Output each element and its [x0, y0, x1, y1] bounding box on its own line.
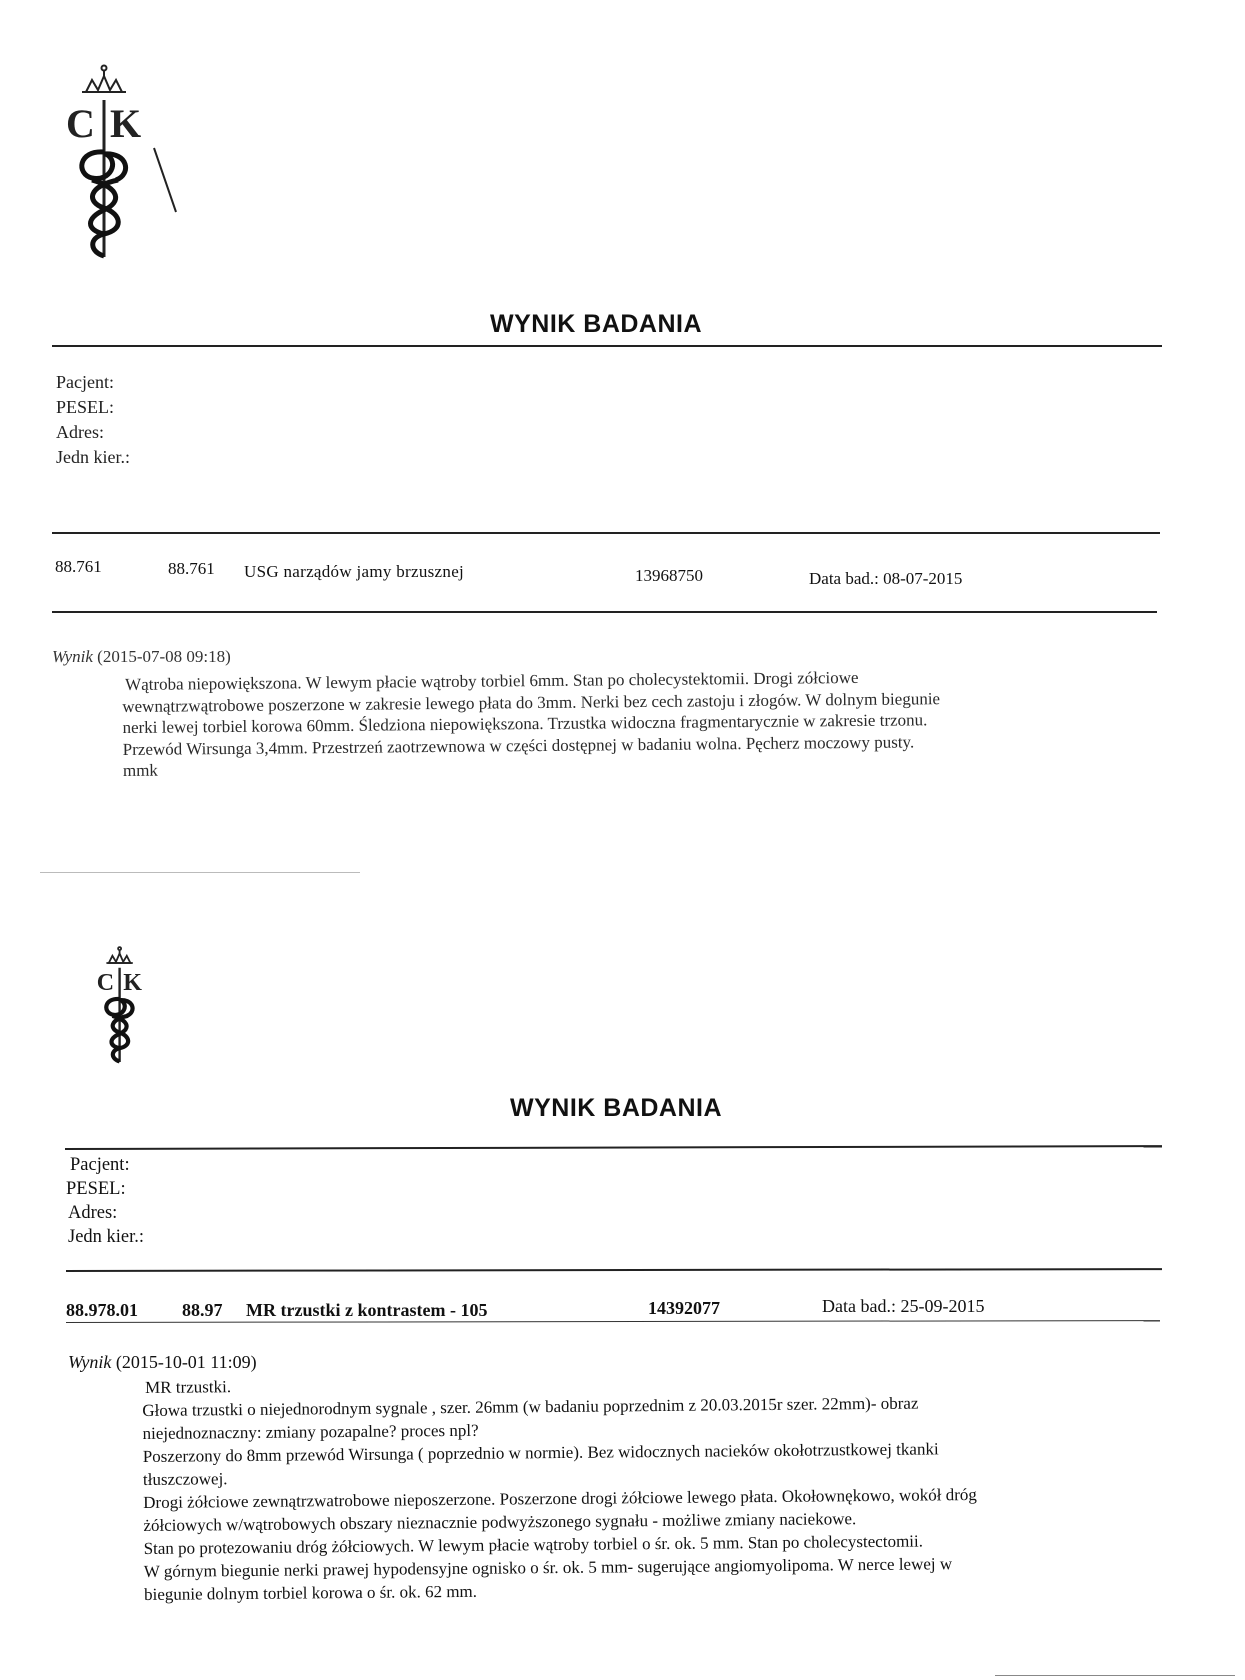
report-title: WYNIK BADANIA [490, 310, 703, 338]
result-line: Stan po protezowaniu dróg żółciowych. W lewym płacie wątroby torbiel o śr. ok. 5 mm. Stan po cholecystectomii. [143, 1531, 924, 1558]
report-title: WYNIK BADANIA [510, 1094, 723, 1122]
result-line: Drogi żółciowe zewnątrzwatrobowe nieposzerzone. Poszerzone drogi żółciowe lewego płata. Okołownękowo, wokół dróg [143, 1484, 977, 1512]
svg-text:K: K [110, 101, 142, 146]
result-time: (2015-07-08 09:18) [97, 647, 231, 666]
result-line: biegunie dolnym torbiel korowa o śr. ok. 62 mm. [144, 1581, 478, 1604]
divider [65, 1145, 1162, 1150]
referring-unit-label: Jedn kier.: [56, 447, 130, 467]
procedure-name: MR trzustki z kontrastem - 105 [246, 1300, 488, 1320]
svg-text:K: K [123, 970, 142, 996]
result-word: Wynik [68, 1352, 112, 1372]
procedure-name: USG narządów jamy brzusznej [244, 562, 465, 581]
patient-labels [66, 1153, 144, 1249]
divider [66, 1268, 1162, 1272]
result-line: MR trzustki. [145, 1377, 232, 1397]
result-header [52, 647, 231, 667]
result-line: żółciowych w/wątrobowych obszary nieznacznie podwyższonego sygnału - możliwe zmiany naciekowe. [143, 1509, 857, 1535]
caduceus-logo-icon [58, 62, 208, 292]
result-line: mmk [122, 760, 158, 781]
divider [66, 1320, 1160, 1323]
order-number: 14392077 [648, 1298, 720, 1318]
result-line: nerki lewej torbiel korowa 60mm. Śledziona niepowiększona. Trzustka widoczna fragmentarycznie w zakresie trzonu. [122, 710, 928, 738]
procedure-code-2: 88.761 [168, 559, 215, 578]
result-line: W górnym biegunie nerki prawej hypodensyjne ognisko o śr. ok. 5 mm- sugerujące angiomyolipoma. W nerce lewej w [143, 1554, 953, 1581]
svg-text:C: C [66, 101, 95, 146]
divider [52, 532, 1160, 534]
result-line: Poszerzony do 8mm przewód Wirsunga ( poprzednio w normie). Bez widocznych nacieków okołotrzustkowej tkanki [142, 1439, 939, 1466]
result-line: Głowa trzustki o niejednorodnym sygnale , szer. 26mm (w badaniu poprzednim z 20.03.2015r szer. 22mm)- obraz [142, 1393, 919, 1420]
procedure-code-1: 88.761 [55, 557, 102, 576]
patient-label: Pacjent: [56, 372, 114, 392]
address-label: Adres: [68, 1203, 118, 1223]
result-header [68, 1352, 257, 1373]
patient-labels [56, 370, 130, 470]
scan-artifact-line [995, 1675, 1235, 1676]
pesel-label: PESEL: [66, 1179, 126, 1199]
result-line: wewnątrzwątrobowe poszerzone w zakresie lewego płata do 3mm. Nerki bez cech zastoju i złogów. W dolnym biegunie [122, 688, 941, 716]
caduceus-logo-icon [92, 944, 182, 1084]
referring-unit-label: Jedn kier.: [68, 1227, 145, 1247]
result-line: tłuszczowej. [142, 1469, 228, 1489]
svg-text:C: C [96, 970, 115, 996]
pesel-label: PESEL: [56, 397, 115, 417]
result-text [122, 664, 1126, 781]
scan-artifact-line [40, 872, 360, 873]
result-text [142, 1366, 1164, 1606]
procedure-code-2: 88.97 [182, 1300, 223, 1320]
result-line: niejednoznaczny: zmiany pozapalne? proces npl? [142, 1420, 479, 1443]
result-line: Przewód Wirsunga 3,4mm. Przestrzeń zaotrzewnowa w części dostępnej w badaniu wolna. Pęcherz moczowy pusty. [122, 731, 915, 759]
address-label: Adres: [56, 422, 104, 442]
result-line: Wątroba niepowiększona. W lewym płacie wątroby torbiel 6mm. Stan po cholecystektomii. Drogi zółciowe [125, 667, 859, 694]
procedure-code-1: 88.978.01 [66, 1300, 138, 1320]
exam-date: Data bad.: 25-09-2015 [822, 1296, 985, 1316]
result-time: (2015-10-01 11:09) [115, 1352, 257, 1372]
exam-date: Data bad.: 08-07-2015 [809, 569, 963, 588]
patient-label: Pacjent: [70, 1155, 130, 1175]
divider [52, 611, 1157, 613]
result-word: Wynik [52, 647, 93, 666]
order-number: 13968750 [635, 566, 703, 585]
divider [52, 345, 1162, 347]
